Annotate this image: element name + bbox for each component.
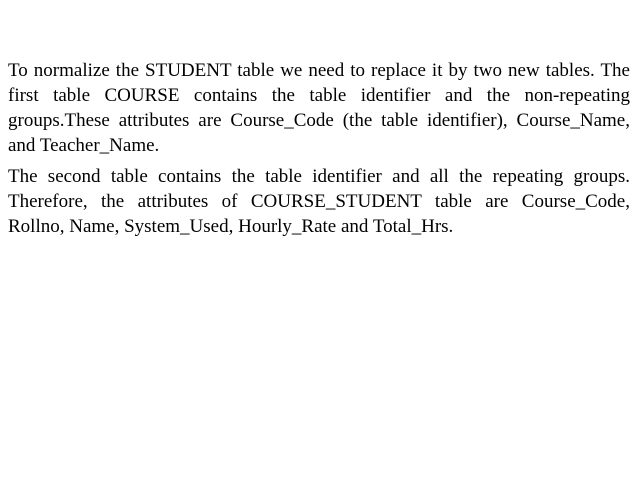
paragraph-course-student: The second table contains the table identifier and all the repeating groups. Therefore, the attributes of COURSE_STUDENT table are Course_Code, Rollno, Name, System_Used, Hourly_Rate and Total_Hrs.	[8, 166, 630, 237]
text-body	[8, 58, 630, 239]
paragraph-normalization-course: To normalize the STUDENT table we need to replace it by two new tables. The first table COURSE contains the table identifier and the non-repeating groups.These attributes are Course_Code (the table identifier), Course_Name, and Teacher_Name.	[8, 60, 630, 156]
